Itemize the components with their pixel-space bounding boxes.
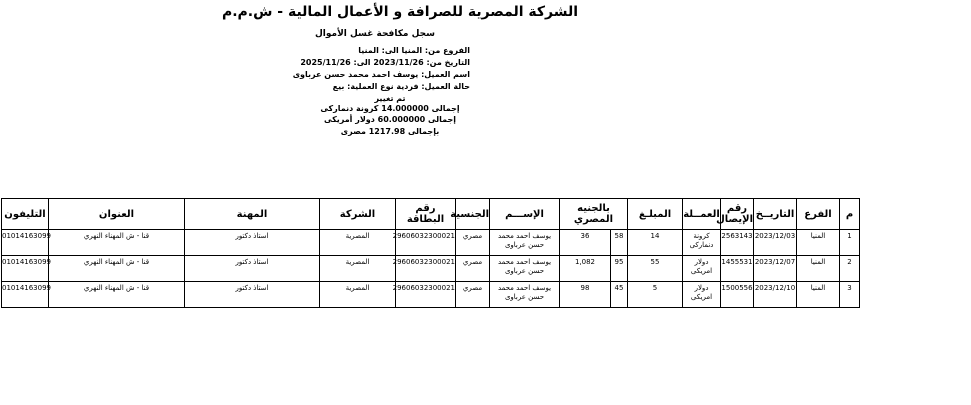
cell-rate: 95 — [611, 256, 628, 282]
cell-name: يوسف احمد محمد حسن عرباوى — [490, 230, 560, 256]
client-status: حالة العميل: فردية نوع العملية: بيع — [332, 82, 470, 91]
cell-amount: 55 — [628, 256, 683, 282]
cell-nationality: مصري — [456, 230, 490, 256]
cell-receipt: 1500556 — [721, 282, 754, 308]
cell-amount: 5 — [628, 282, 683, 308]
cell-name: يوسف احمد محمد حسن عرباوى — [490, 256, 560, 282]
table-row — [2, 230, 860, 256]
report-title: سجل مكافحة غسل الأموال — [314, 29, 436, 39]
cell-currency: دولار امريكى — [683, 282, 721, 308]
cell-nationality: مصري — [456, 282, 490, 308]
cell-card: 29606032300021 — [396, 256, 456, 282]
col-header-branch: الفرع — [797, 199, 840, 230]
total-line-3: بإجمالى 1217.98 مصرى — [340, 127, 440, 136]
cell-card: 29606032300021 — [396, 282, 456, 308]
cell-m: 3 — [840, 282, 860, 308]
col-header-phone: التليفون — [2, 199, 49, 230]
cell-m: 2 — [840, 256, 860, 282]
cell-branch: المنيا — [797, 282, 840, 308]
cell-phone: 01014163099 — [2, 230, 49, 256]
cell-company: المصرية — [320, 230, 396, 256]
col-header-nationality: الجنسية — [456, 199, 490, 230]
cell-name: يوسف احمد محمد حسن عرباوى — [490, 282, 560, 308]
total-line-1: إجمالى 14.000000 كرونة دنماركى — [320, 104, 460, 113]
cell-address: قنا - ش المهناء النهري — [49, 282, 185, 308]
cell-company: المصرية — [320, 256, 396, 282]
cell-m: 1 — [840, 230, 860, 256]
col-header-date: التاريــخ — [754, 199, 797, 230]
col-header-address: العنوان — [49, 199, 185, 230]
total-line-2: إجمالى 60.000000 دولار أمريكى — [324, 115, 456, 124]
transactions-table — [1, 198, 860, 308]
cell-branch: المنيا — [797, 256, 840, 282]
change-flag: تم تغيير — [374, 94, 406, 103]
cell-egp: 36 — [560, 230, 611, 256]
col-header-company: الشركة — [320, 199, 396, 230]
table-row — [2, 256, 860, 282]
cell-company: المصرية — [320, 282, 396, 308]
cell-phone: 01014163099 — [2, 282, 49, 308]
col-header-receipt: رقم الإيصال — [721, 199, 754, 230]
col-header-amount: المبلـغ — [628, 199, 683, 230]
cell-egp: 1,082 — [560, 256, 611, 282]
cell-job: استاذ دكتور — [185, 282, 320, 308]
table-row — [2, 282, 860, 308]
client-name: اسم العميل: يوسف احمد محمد حسن عرباوى — [292, 70, 470, 79]
cell-card: 29606032300021 — [396, 230, 456, 256]
cell-date: 2023/12/07 — [754, 256, 797, 282]
col-header-card: رقم البطاقة — [396, 199, 456, 230]
cell-egp: 98 — [560, 282, 611, 308]
cell-rate: 45 — [611, 282, 628, 308]
col-header-job: المهنة — [185, 199, 320, 230]
col-header-currency: العمــلة — [683, 199, 721, 230]
cell-currency: كرونة دنماركى — [683, 230, 721, 256]
col-header-m: م — [840, 199, 860, 230]
col-header-egp: بالجنيه المصري — [560, 199, 628, 230]
cell-amount: 14 — [628, 230, 683, 256]
cell-receipt: 1455531 — [721, 256, 754, 282]
date-filter: التاريخ من: 2023/11/26 الى: 2025/11/26 — [300, 58, 470, 67]
company-title: الشركة المصرية للصرافة و الأعمال المالية - ش.م.م — [221, 4, 579, 20]
cell-address: قنا - ش المهناء النهري — [49, 256, 185, 282]
cell-nationality: مصري — [456, 256, 490, 282]
cell-receipt: 2563143 — [721, 230, 754, 256]
cell-job: استاذ دكتور — [185, 256, 320, 282]
cell-branch: المنيا — [797, 230, 840, 256]
cell-job: استاذ دكتور — [185, 230, 320, 256]
branch-filter: الفروع من: المنيا الى: المنيا — [358, 46, 470, 55]
col-header-name: الإســـم — [490, 199, 560, 230]
cell-rate: 58 — [611, 230, 628, 256]
cell-address: قنا - ش المهناء النهري — [49, 230, 185, 256]
cell-date: 2023/12/10 — [754, 282, 797, 308]
cell-currency: دولار امريكى — [683, 256, 721, 282]
cell-date: 2023/12/03 — [754, 230, 797, 256]
cell-phone: 01014163099 — [2, 256, 49, 282]
table-header-row — [2, 199, 860, 230]
